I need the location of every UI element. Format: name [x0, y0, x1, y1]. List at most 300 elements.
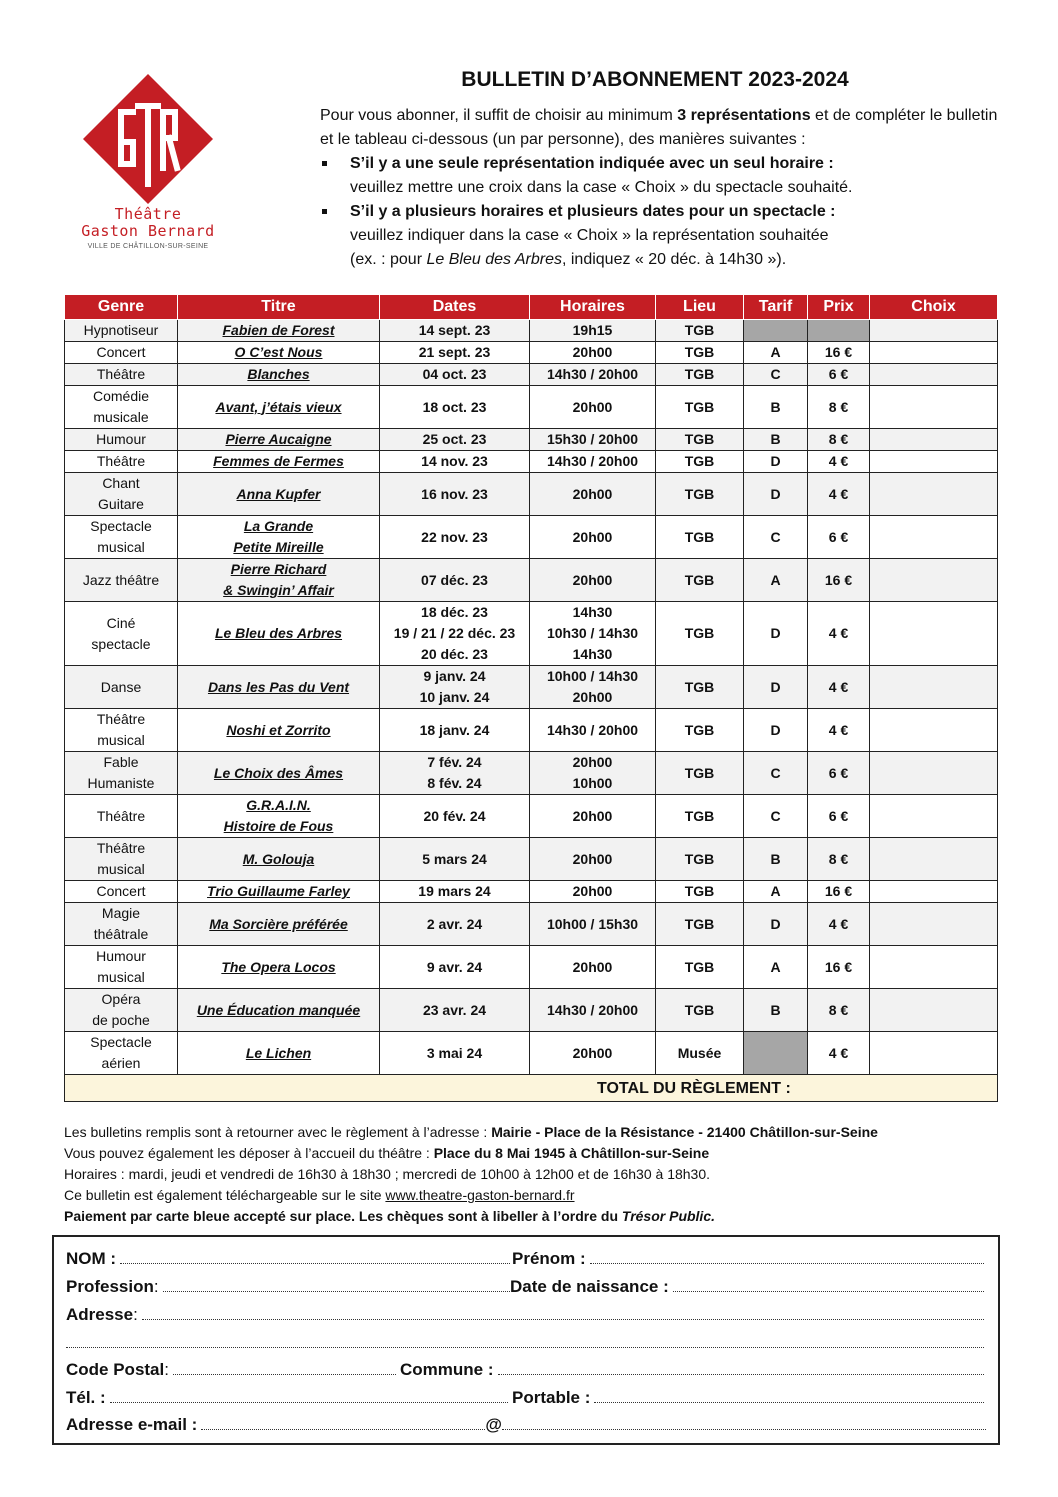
title-cell	[178, 386, 380, 429]
title-cell	[178, 795, 380, 838]
header-prix: Prix	[808, 295, 870, 320]
genre-cell-line: musical	[97, 861, 145, 877]
commune-label: Commune :	[400, 1360, 494, 1379]
table-row	[65, 666, 998, 709]
title-cell-line: Femmes de Fermes	[213, 453, 344, 469]
venue-cell: TGB	[656, 320, 744, 342]
tarif-cell: B	[744, 989, 808, 1032]
genre-cell-line: Comédie	[92, 388, 150, 404]
mobile-label: Portable :	[512, 1388, 591, 1407]
table-row	[65, 881, 998, 903]
times-cell-line: 20h00	[572, 807, 613, 824]
programme-table	[64, 294, 998, 1102]
title-cell-line: Dans les Pas du Vent	[207, 678, 350, 695]
times-cell	[530, 386, 656, 429]
genre-cell	[65, 364, 178, 386]
dates-cell-line: 23 avr. 24	[422, 1001, 487, 1018]
intro-p1-b: 3 représentations	[677, 107, 811, 124]
genre-cell-line: Humour	[96, 431, 146, 447]
venue-cell: TGB	[656, 386, 744, 429]
price-cell: 6 €	[808, 795, 870, 838]
title-cell-line: & Swingin’ Affair	[223, 582, 334, 598]
genre-cell-line: spectacle	[91, 635, 151, 652]
tarif-cell: B	[744, 838, 808, 881]
nom-dotted-line[interactable]	[120, 1247, 510, 1264]
price-cell: 6 €	[808, 516, 870, 559]
tarif-cell: D	[744, 903, 808, 946]
bullet-2-title: S’il y a plusieurs horaires et plusieurs dates pour un spectacle :	[350, 203, 836, 220]
title-cell-line: Avant, j’étais vieux	[215, 398, 342, 415]
title-cell-line: Une Éducation manquée	[196, 1001, 361, 1018]
genre-cell-line: de poche	[92, 1012, 150, 1028]
table-header-row	[65, 295, 998, 320]
form-row-address-2	[66, 1331, 986, 1355]
total-row	[65, 1075, 998, 1102]
title-cell-line: La Grande	[243, 518, 314, 534]
dates-cell	[380, 903, 530, 946]
dates-cell	[380, 1032, 530, 1075]
table-row	[65, 709, 998, 752]
genre-cell-line: Hypnotiseur	[83, 322, 159, 338]
phone-field[interactable]	[66, 1386, 508, 1408]
tarif-cell: A	[744, 342, 808, 364]
form-row-profession	[66, 1275, 986, 1299]
times-cell-line: 20h00	[572, 850, 613, 867]
email-domain-dotted-line[interactable]	[502, 1413, 986, 1430]
times-cell-line: 14h30	[572, 646, 613, 662]
times-cell-line: 10h00 / 15h30	[546, 915, 639, 932]
times-cell	[530, 342, 656, 364]
genre-cell	[65, 881, 178, 903]
title-cell-line: Petite Mireille	[233, 539, 324, 555]
postal-code-colon: :	[164, 1360, 169, 1379]
genre-cell-line: Danse	[100, 678, 142, 695]
genre-cell-line: musicale	[93, 409, 149, 425]
choice-cell[interactable]	[870, 451, 998, 473]
price-cell: 4 €	[808, 473, 870, 516]
title-cell-line: Pierre Richard	[230, 561, 327, 577]
choice-cell[interactable]	[870, 342, 998, 364]
genre-cell-line: Guitare	[98, 496, 144, 512]
table-row	[65, 451, 998, 473]
genre-cell-line: Concert	[96, 883, 146, 899]
table-row	[65, 838, 998, 881]
dates-cell	[380, 386, 530, 429]
tarif-cell	[744, 1032, 808, 1075]
venue-cell: TGB	[656, 795, 744, 838]
title-cell-line: Pierre Aucaigne	[225, 431, 332, 447]
address-dotted-line[interactable]	[142, 1303, 984, 1320]
genre-cell	[65, 1032, 178, 1075]
info-line-3: Horaires : mardi, jeudi et vendredi de 16h30 à 18h30 ; mercredi de 10h00 à 12h00 et de 16h30 à 18h30.	[64, 1166, 711, 1182]
subscriber-form	[52, 1235, 1000, 1445]
dates-cell-line: 18 janv. 24	[419, 721, 490, 738]
times-cell-line: 14h30	[572, 604, 613, 620]
dates-cell	[380, 795, 530, 838]
genre-cell-line: théâtrale	[93, 926, 149, 942]
price-cell: 4 €	[808, 666, 870, 709]
tarif-cell: C	[744, 516, 808, 559]
venue-cell: TGB	[656, 881, 744, 903]
title-cell	[178, 473, 380, 516]
times-cell-line: 20h00	[572, 571, 613, 588]
title-cell-line: The Opera Locos	[221, 958, 336, 975]
info-2-b: Place du 8 Mai 1945 à Châtillon-sur-Seine	[433, 1145, 710, 1161]
times-cell	[530, 666, 656, 709]
profession-colon: :	[153, 1277, 159, 1296]
genre-cell	[65, 320, 178, 342]
birthdate-dotted-line[interactable]	[673, 1275, 984, 1292]
table-row	[65, 559, 998, 602]
price-cell	[808, 320, 870, 342]
postal-code-dotted-line[interactable]	[173, 1358, 396, 1375]
dates-cell	[380, 473, 530, 516]
genre-cell	[65, 429, 178, 451]
dates-cell	[380, 320, 530, 342]
dates-cell	[380, 881, 530, 903]
bullet-2-example-b: Le Bleu des Arbres	[426, 251, 562, 268]
form-row-postal	[66, 1358, 986, 1382]
table-row	[65, 1032, 998, 1075]
email-label: Adresse e-mail :	[66, 1415, 198, 1434]
times-cell	[530, 903, 656, 946]
price-cell: 4 €	[808, 451, 870, 473]
mobile-field[interactable]	[512, 1386, 984, 1408]
dates-cell-line: 8 fév. 24	[427, 775, 482, 791]
choice-cell[interactable]	[870, 559, 998, 602]
price-cell: 4 €	[808, 602, 870, 666]
tarif-cell: D	[744, 666, 808, 709]
header-genre: Genre	[65, 295, 178, 320]
postal-code-label: Code Postal	[66, 1360, 165, 1379]
price-cell: 4 €	[808, 709, 870, 752]
genre-cell-line: Jazz théâtre	[82, 571, 160, 588]
choice-cell[interactable]	[870, 709, 998, 752]
times-cell	[530, 473, 656, 516]
bullet-1-text: veuillez mettre une croix dans la case « Choix » du spectacle souhaité.	[350, 179, 853, 196]
venue-cell: TGB	[656, 429, 744, 451]
dates-cell	[380, 429, 530, 451]
postal-code-field[interactable]	[66, 1358, 396, 1380]
price-cell: 8 €	[808, 429, 870, 451]
times-cell	[530, 795, 656, 838]
mobile-dotted-line[interactable]	[594, 1386, 984, 1403]
choice-cell[interactable]	[870, 473, 998, 516]
times-cell-line: 10h00 / 14h30	[546, 668, 639, 684]
times-cell-line: 20h00	[572, 528, 613, 545]
tarif-cell: D	[744, 709, 808, 752]
dates-cell-line: 16 nov. 23	[421, 485, 488, 502]
genre-cell-line: Théâtre	[96, 453, 146, 469]
choice-cell[interactable]	[870, 989, 998, 1032]
address-line-2[interactable]	[66, 1331, 984, 1348]
dates-cell-line: 18 oct. 23	[422, 398, 487, 415]
commune-field[interactable]	[400, 1358, 984, 1380]
title-cell	[178, 881, 380, 903]
intro-p1-c: et de compléter le bulletin et le tableau ci-dessous (un par personne), des manières suivantes :	[320, 107, 998, 148]
times-cell	[530, 709, 656, 752]
tarif-cell: A	[744, 559, 808, 602]
venue-cell: TGB	[656, 903, 744, 946]
bullet-2-example-a: (ex. : pour	[350, 251, 427, 268]
genre-cell-line: musical	[97, 969, 145, 985]
times-cell-line: 14h30 / 20h00	[546, 1001, 639, 1018]
times-cell	[530, 946, 656, 989]
title-cell	[178, 516, 380, 559]
title-cell-line: Le Lichen	[245, 1044, 312, 1061]
logo-name-line1: Théâtre	[114, 205, 182, 223]
prenom-field[interactable]	[512, 1247, 984, 1269]
title-cell	[178, 838, 380, 881]
title-cell	[178, 946, 380, 989]
info-5-b: Trésor Public.	[621, 1208, 715, 1224]
times-cell	[530, 320, 656, 342]
venue-cell: TGB	[656, 516, 744, 559]
table-row	[65, 602, 998, 666]
genre-cell	[65, 666, 178, 709]
nom-field[interactable]	[66, 1247, 510, 1269]
choice-cell[interactable]	[870, 1032, 998, 1075]
title-cell-line: Ma Sorcière préférée	[209, 915, 348, 932]
times-cell	[530, 602, 656, 666]
genre-cell-line: Théâtre	[96, 807, 146, 824]
address-colon: :	[133, 1305, 138, 1324]
info-4-a: Ce bulletin est également téléchargeable sur le site	[64, 1187, 386, 1203]
dates-cell-line: 7 fév. 24	[427, 754, 482, 770]
tarif-cell: D	[744, 451, 808, 473]
price-cell: 16 €	[808, 881, 870, 903]
form-row-email	[66, 1413, 986, 1437]
table-row	[65, 752, 998, 795]
dates-cell	[380, 342, 530, 364]
times-cell-line: 20h00	[572, 689, 613, 705]
intro-text	[320, 104, 1010, 272]
choice-cell[interactable]	[870, 429, 998, 451]
choice-cell[interactable]	[870, 602, 998, 666]
email-field[interactable]	[66, 1413, 986, 1435]
title-cell-line: Blanches	[247, 366, 310, 382]
times-cell-line: 20h00	[572, 485, 613, 502]
title-cell	[178, 342, 380, 364]
times-cell-line: 14h30 / 20h00	[546, 453, 639, 469]
title-cell-line: Le Choix des Âmes	[213, 764, 344, 781]
title-cell-line: Histoire de Fous	[223, 818, 334, 834]
dates-cell	[380, 946, 530, 989]
genre-cell-line: Humour	[96, 948, 146, 964]
dates-cell	[380, 364, 530, 386]
times-cell	[530, 559, 656, 602]
choice-cell[interactable]	[870, 881, 998, 903]
title-cell-line: Trio Guillaume Farley	[207, 883, 350, 899]
total-label: TOTAL DU RÈGLEMENT :	[65, 1075, 998, 1102]
dates-cell	[380, 752, 530, 795]
phone-dotted-line[interactable]	[110, 1386, 508, 1403]
table-row	[65, 473, 998, 516]
genre-cell	[65, 752, 178, 795]
form-row-phone	[66, 1386, 986, 1410]
genre-cell	[65, 946, 178, 989]
table-row	[65, 320, 998, 342]
genre-cell-line: Théâtre	[96, 366, 146, 382]
address-field[interactable]	[66, 1303, 984, 1325]
bullet-1-title: S’il y a une seule représentation indiquée avec un seul horaire :	[350, 155, 834, 172]
tarif-cell	[744, 320, 808, 342]
choice-cell[interactable]	[870, 516, 998, 559]
dates-cell	[380, 989, 530, 1032]
info-1-b: Mairie - Place de la Résistance - 21400 Châtillon-sur-Seine	[491, 1124, 878, 1140]
title-cell-line: G.R.A.I.N.	[246, 797, 311, 813]
bullet-square-icon	[322, 161, 327, 166]
info-5-a: Paiement par carte bleue accepté sur place. Les chèques sont à libeller à l’ordre du	[64, 1208, 622, 1224]
genre-cell-line: Opéra	[101, 991, 141, 1007]
form-row-address	[66, 1303, 986, 1327]
genre-cell	[65, 709, 178, 752]
choice-cell[interactable]	[870, 386, 998, 429]
genre-cell-line: Humaniste	[87, 775, 155, 791]
profession-dotted-line[interactable]	[163, 1275, 510, 1292]
tarif-cell: B	[744, 386, 808, 429]
venue-cell: TGB	[656, 342, 744, 364]
website-link[interactable]: www.theatre-gaston-bernard.fr	[385, 1187, 575, 1203]
price-cell: 8 €	[808, 838, 870, 881]
title-cell-line: Le Bleu des Arbres	[214, 625, 343, 641]
times-cell-line: 14h30 / 20h00	[546, 721, 639, 738]
info-2-a: Vous pouvez également les déposer à l’accueil du théâtre :	[64, 1145, 434, 1161]
price-cell: 8 €	[808, 386, 870, 429]
tarif-cell: C	[744, 364, 808, 386]
dates-cell-line: 25 oct. 23	[422, 431, 487, 447]
intro-bullet-2	[320, 200, 1010, 272]
title-cell	[178, 1032, 380, 1075]
birthdate-field[interactable]	[510, 1275, 984, 1297]
email-local-dotted-line[interactable]	[201, 1413, 485, 1430]
price-cell: 8 €	[808, 989, 870, 1032]
venue-cell: TGB	[656, 602, 744, 666]
tarif-cell: C	[744, 752, 808, 795]
birthdate-label: Date de naissance :	[510, 1277, 669, 1296]
tarif-cell: A	[744, 881, 808, 903]
dates-cell-line: 14 nov. 23	[421, 453, 488, 469]
choice-cell[interactable]	[870, 666, 998, 709]
theatre-logo	[78, 72, 218, 250]
genre-cell-line: aérien	[101, 1055, 141, 1071]
info-1-a: Les bulletins remplis sont à retourner avec le règlement à l’adresse :	[64, 1124, 492, 1140]
prenom-label: Prénom :	[512, 1249, 586, 1268]
genre-cell	[65, 342, 178, 364]
table-row	[65, 946, 998, 989]
choice-cell[interactable]	[870, 838, 998, 881]
choice-cell[interactable]	[870, 795, 998, 838]
header-tarif: Tarif	[744, 295, 808, 320]
header-choix: Choix	[870, 295, 998, 320]
genre-cell-line: musical	[97, 539, 145, 555]
dates-cell-line: 20 fév. 24	[423, 807, 486, 824]
price-cell: 16 €	[808, 342, 870, 364]
title-cell	[178, 709, 380, 752]
title-cell	[178, 903, 380, 946]
price-cell: 16 €	[808, 946, 870, 989]
table-row	[65, 795, 998, 838]
dates-cell-line: 3 mai 24	[426, 1044, 483, 1061]
dates-cell-line: 19 mars 24	[418, 883, 491, 899]
prenom-dotted-line[interactable]	[590, 1247, 984, 1264]
phone-label: Tél. :	[66, 1388, 106, 1407]
venue-cell: TGB	[656, 838, 744, 881]
genre-cell	[65, 795, 178, 838]
times-cell-line: 20h00	[572, 398, 613, 415]
info-line-1	[64, 1122, 1024, 1143]
dates-cell-line: 22 nov. 23	[421, 528, 488, 545]
venue-cell: TGB	[656, 473, 744, 516]
dates-cell	[380, 602, 530, 666]
table-row	[65, 989, 998, 1032]
times-cell-line: 10h30 / 14h30	[546, 625, 639, 641]
form-row-name	[66, 1247, 986, 1271]
times-cell-line: 10h00	[572, 775, 613, 791]
title-cell	[178, 752, 380, 795]
bullet-square-icon	[322, 209, 327, 214]
genre-cell-line: Magie	[101, 905, 141, 921]
title-cell	[178, 320, 380, 342]
venue-cell: TGB	[656, 559, 744, 602]
address-2-dotted-line[interactable]	[66, 1331, 984, 1348]
profession-label: Profession	[66, 1277, 154, 1296]
title-cell	[178, 559, 380, 602]
dates-cell	[380, 451, 530, 473]
price-cell: 6 €	[808, 364, 870, 386]
genre-cell-line: Ciné	[106, 614, 136, 631]
logo-subtitle: VILLE DE CHÂTILLON-SUR-SEINE	[87, 243, 209, 250]
title-cell-line: O C’est Nous	[234, 344, 323, 360]
times-cell-line: 19h15	[572, 322, 613, 338]
header-titre: Titre	[178, 295, 380, 320]
times-cell	[530, 989, 656, 1032]
page-title: BULLETIN D’ABONNEMENT 2023-2024	[461, 68, 849, 91]
nom-label: NOM :	[66, 1249, 117, 1268]
venue-cell: TGB	[656, 752, 744, 795]
profession-field[interactable]	[66, 1275, 510, 1297]
genre-cell-line: Théâtre	[96, 711, 146, 727]
times-cell	[530, 364, 656, 386]
intro-bullet-1	[320, 152, 1010, 200]
dates-cell-line: 04 oct. 23	[422, 366, 487, 382]
times-cell-line: 20h00	[572, 958, 613, 975]
title-cell	[178, 429, 380, 451]
choice-cell[interactable]	[870, 752, 998, 795]
commune-dotted-line[interactable]	[498, 1358, 985, 1375]
bullet-2-text: veuillez indiquer dans la case « Choix » la représentation souhaitée	[350, 227, 829, 244]
genre-cell	[65, 386, 178, 429]
return-info	[64, 1122, 1024, 1227]
table-row	[65, 364, 998, 386]
dates-cell-line: 5 mars 24	[422, 850, 487, 867]
choice-cell[interactable]	[870, 946, 998, 989]
table-row	[65, 342, 998, 364]
dates-cell	[380, 838, 530, 881]
genre-cell-line: Fable	[103, 754, 139, 770]
genre-cell	[65, 473, 178, 516]
genre-cell	[65, 989, 178, 1032]
times-cell-line: 14h30 / 20h00	[546, 366, 639, 382]
choice-cell[interactable]	[870, 903, 998, 946]
gtr-diamond-logo-icon	[81, 72, 215, 206]
dates-cell-line: 10 janv. 24	[419, 689, 490, 705]
table-row	[65, 386, 998, 429]
choice-cell[interactable]	[870, 364, 998, 386]
dates-cell-line: 9 avr. 24	[426, 958, 483, 975]
dates-cell-line: 21 sept. 23	[418, 344, 491, 360]
choice-cell[interactable]	[870, 320, 998, 342]
